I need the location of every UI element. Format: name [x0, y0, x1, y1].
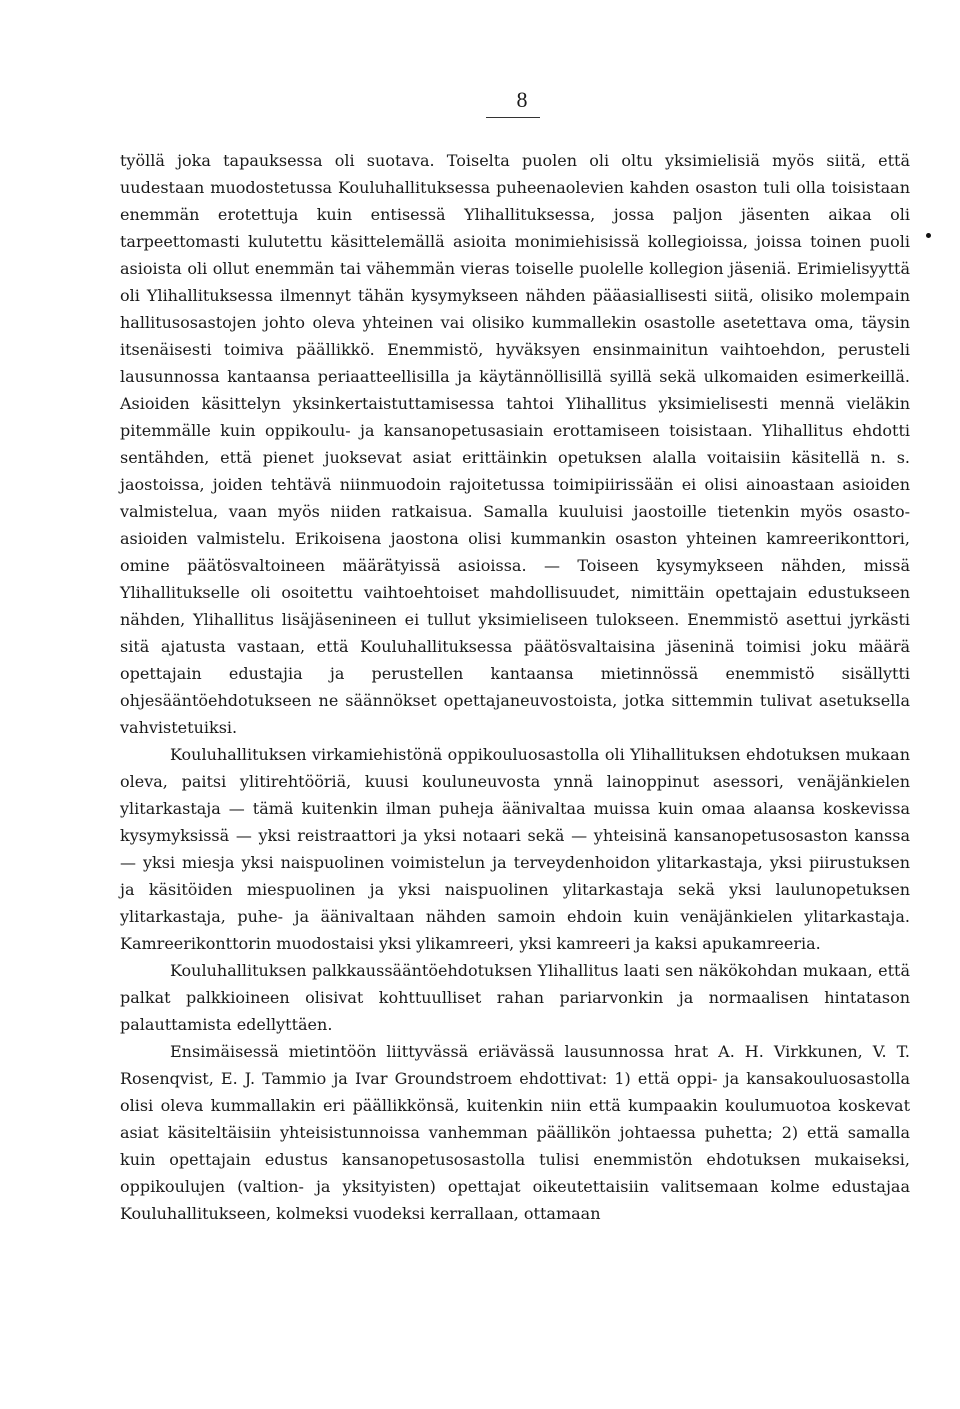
- ink-speck: [926, 233, 931, 238]
- page-number: 8: [516, 87, 528, 112]
- body-text: [120, 147, 910, 1227]
- page-number-rule: [486, 117, 540, 118]
- paragraph-4: Ensimäisessä mietintöön liittyvässä eriävässä lausunnossa hrat A. H. Virkkunen, V. T. Rosenqvist, E. J. Tammio ja Ivar Groundstroem ehdottivat: 1) että oppi- ja kansakouluosastolla olisi oleva kummallakin eri päällikkönsä, kuitenkin niin että kumpaakin koulumuotoa koskevat asiat käsiteltäisiin yhteisistunnoissa vanhemman päällikön johtaessa puhetta; 2) että samalla kuin opettajain edustus kansanopetusosastolla tulisi enemmistön ehdotuksen mukaiseksi, oppikoulujen (valtion- ja yksityisten) opettajat oikeutettaisiin valitsemaan kolme edustajaa Kouluhallitukseen, kolmeksi vuodeksi kerrallaan, ottamaan: [120, 1042, 910, 1223]
- paragraph-2: Kouluhallituksen virkamiehistönä oppikouluosastolla oli Ylihallituksen ehdotuksen mukaan oleva, paitsi ylitirehtööriä, kuusi kouluneuvosta ynnä lainoppinut asessori, venäjänkielen ylitarkastaja — tämä kuitenkin ilman puheja äänivaltaa muissa kuin omaa alaansa koskevissa kysymyksissä — yksi reistraattori ja yksi notaari sekä — yhteisinä kansanopetusosaston kanssa — yksi miesja yksi naispuolinen voimistelun ja terveydenhoidon ylitarkastaja, yksi piirustuksen ja käsitöiden miespuolinen ja yksi naispuolinen ylitarkastaja sekä yksi laulunopetuksen ylitarkastaja, puhe- ja äänivaltaan nähden samoin ehdoin kuin venäjänkielen ylitarkastaja. Kamreerikonttorin muodostaisi yksi ylikamreeri, yksi kamreeri ja kaksi apukamreeria.: [120, 745, 910, 953]
- paragraph-1: työllä joka tapauksessa oli suotava. Toiselta puolen oli oltu yksimielisiä myös siitä, että uudestaan muodostetussa Kouluhallituksessa puheenaolevien kahden osaston tuli olla toisistaan enemmän erotettuja kuin entisessä Ylihallituksessa, jossa paljon jäsenten aikaa oli tarpeettomasti kulutettu käsittelemällä asioita monimiehisissä kollegioissa, joissa toinen puoli asioista oli ollut enemmän tai vähemmän vieras toiselle puolelle kollegion jäseniä. Erimielisyyttä oli Ylihallituksessa ilmennyt tähän kysymykseen nähden pääasiallisesti siitä, olisiko molempain hallitusosastojen johto oleva yhteinen vai olisiko kummallekin osastolle asetettava oma, täysin itsenäisesti toimiva päällikkö. Enemmistö, hyväksyen ensinmainitun vaihtoehdon, perusteli lausunnossa kantaansa periaatteellisilla ja käytännöllisillä syillä sekä ulkomaiden esimerkeillä. Asioiden käsittelyn yksinkertaistuttamisessa tahtoi Ylihallitus yksimielisesti mennä vieläkin pitemmälle kuin oppikoulu- ja kansanopetusasiain erottamiseen toisistaan. Ylihallitus ehdotti sentähden, että pienet juoksevat asiat erittäinkin opetuksen alalla voitaisiin käsitellä n. s. jaostoissa, joiden tehtävä niinmuodoin rajoitetussa toimipiirissään ei olisi ainoastaan asioiden valmistelua, vaan myös niiden ratkaisua. Samalla kuuluisi jaostoille tietenkin myös osasto-asioiden valmistelu. Erikoisena jaostona olisi kummankin osaston yhteinen kamreerikonttori, omine päätösvaltoineen määrätyissä asioissa. — Toiseen kysymykseen nähden, missä Ylihallitukselle oli osoitettu vaihtoehtoiset mahdollisuudet, nimittäin opettajain edustukseen nähden, Ylihallitus lisäjäsenineen ei tullut yksimieliseen tulokseen. Enemmistö asettui jyrkästi sitä ajatusta vastaan, että Kouluhallituksessa päätösvaltaisina jäseninä toimisi joku määrä opettajain edustajia ja perustellen kantaansa mietinnössä enemmistö sisällytti ohjesääntöehdotukseen ne säännökset opettajaneuvostoista, jotka sittemmin tulivat asetuksella vahvistetuiksi.: [120, 151, 910, 737]
- paragraph-3: Kouluhallituksen palkkaussääntöehdotuksen Ylihallitus laati sen näkökohdan mukaan, että palkat palkkioineen olisivat kohttuulliset rahan pariarvonkin ja normaalisen hintatason palauttamista edellyttäen.: [120, 961, 910, 1034]
